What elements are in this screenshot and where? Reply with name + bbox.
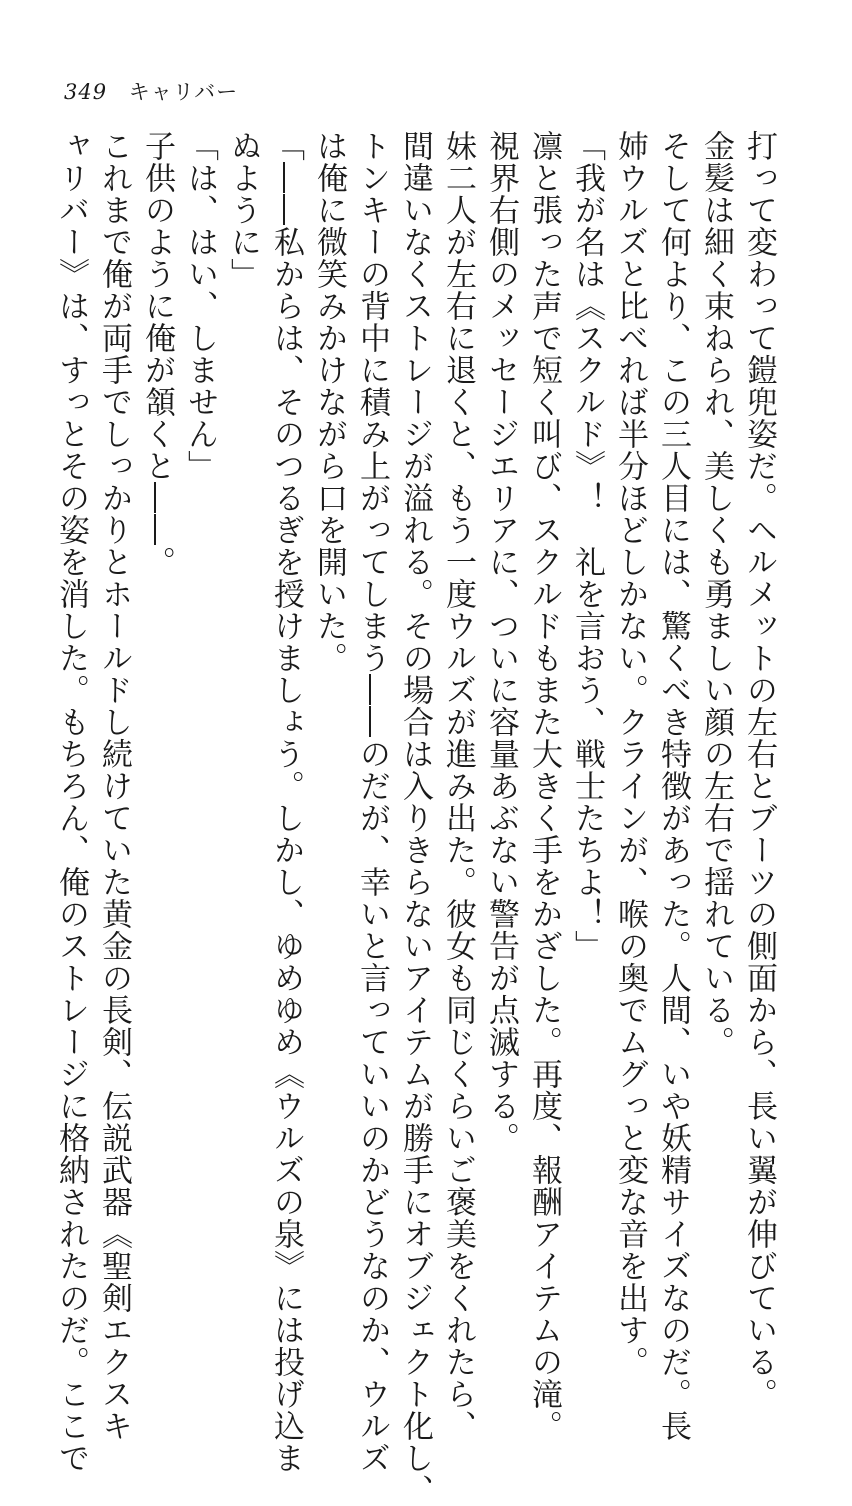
text-line: 「――私からは、そのつるぎを授けましょう。しかし、ゆめゆめ《ウルズの泉》には投げ込ま — [268, 130, 304, 1474]
text-line: ぬように」 — [225, 130, 261, 290]
text-line: 視界右側のメッセージエリアに、ついに容量あぶない警告が点滅する。 — [483, 130, 519, 1154]
text-line: は俺に微笑みかけながら口を開いた。 — [311, 130, 347, 674]
text-line: そして何より、この三人目には、驚くべき特徴があった。人間、いや妖精サイズなのだ。長 — [655, 130, 691, 1442]
vertical-body-text — [53, 130, 780, 1506]
text-line: これまで俺が両手でしっかりとホールドし続けていた黄金の長剣、伝説武器《聖剣エクスキ — [96, 130, 132, 1442]
running-title: キャリバー — [128, 80, 239, 104]
text-line: ャリバー》は、すっとその姿を消した。もちろん、俺のストレージに格納されたのだ。ここで — [53, 130, 89, 1474]
text-line: 姉ウルズと比べれば半分ほどしかない。クラインが、喉の奥でムグっと変な音を出す。 — [612, 130, 648, 1378]
text-line: 打って変わって鎧兜姿だ。ヘルメットの左右とブーツの側面から、長い翼が伸びている。 — [741, 130, 777, 1410]
text-line: 妹二人が左右に退くと、もう一度ウルズが進み出た。彼女も同じくらいご褒美をくれたら、 — [440, 130, 476, 1442]
page-number: 349 — [64, 80, 108, 104]
text-line: 子供のように俺が頷くと――。 — [139, 130, 175, 578]
text-line: トンキーの背中に積み上がってしまう――のだが、幸いと言っていいのかどうなのか、ウルズ — [354, 130, 390, 1474]
text-line: 「は、はい、しません」 — [182, 130, 218, 482]
text-line: 「我が名は《スクルド》！ 礼を言おう、戦士たちよ！」 — [569, 130, 605, 962]
text-line: 金髪は細く束ねられ、美しくも勇ましい顔の左右で揺れている。 — [698, 130, 734, 1058]
text-line: 間違いなくストレージが溢れる。その場合は入りきらないアイテムが勝手にオブジェクト化し、 — [397, 130, 433, 1506]
running-header — [64, 76, 238, 106]
text-line: 凛と張った声で短く叫び、スクルドもまた大きく手をかざした。再度、報酬アイテムの滝。 — [526, 130, 562, 1442]
